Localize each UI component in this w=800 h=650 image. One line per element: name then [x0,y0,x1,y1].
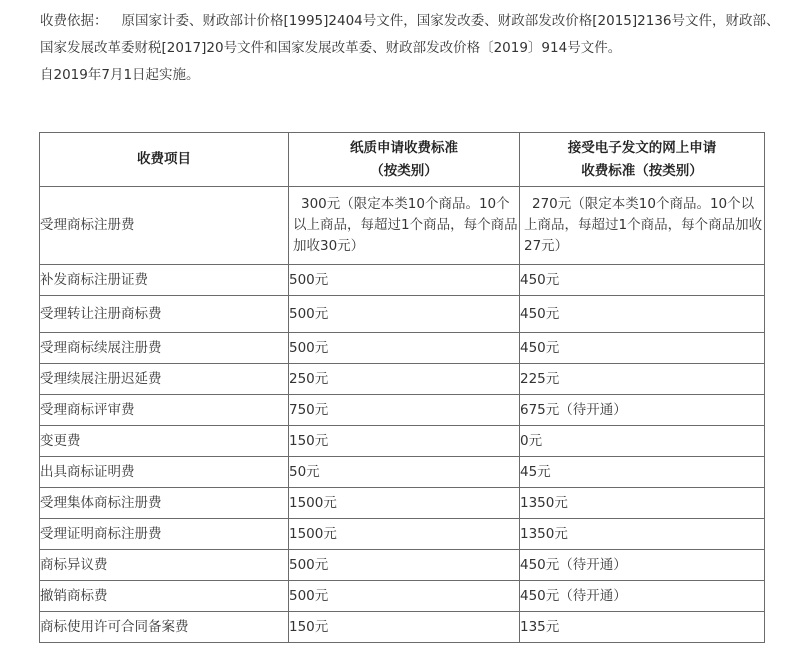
table-row [40,364,765,395]
paper-fee-cell: 1500元 [289,488,520,519]
online-fee-cell: 450元 [520,296,765,333]
header-fee-item: 收费项目 [40,133,289,187]
paper-fee-cell: 750元 [289,395,520,426]
online-fee-cell: 45元 [520,457,765,488]
online-fee-cell: 450元（待开通） [520,581,765,612]
online-fee-cell: 450元（待开通） [520,550,765,581]
paper-fee-cell: 500元 [289,550,520,581]
fee-item-cell: 受理商标评审费 [40,395,289,426]
online-fee-cell: 0元 [520,426,765,457]
table-row [40,612,765,643]
table-row [40,395,765,426]
paper-fee-cell: 500元 [289,333,520,364]
paper-fee-cell: 150元 [289,426,520,457]
paper-fee-cell: 500元 [289,296,520,333]
table-header-row [40,133,765,187]
table-row [40,265,765,296]
fee-basis-paragraph [12,8,790,62]
fee-item-cell: 受理续展注册迟延费 [40,364,289,395]
header-paper-standard [289,133,520,187]
intro-section [12,8,790,89]
paper-fee-cell: 250元 [289,364,520,395]
header-online-standard [520,133,765,187]
fee-item-cell: 受理商标注册费 [40,187,289,265]
header-online-line1: 接受电子发文的网上申请 [567,139,717,156]
table-row [40,426,765,457]
fee-item-cell: 受理转让注册商标费 [40,296,289,333]
online-fee-cell: 270元（限定本类10个商品。10个以上商品，每超过1个商品，每个商品加收27元） [520,187,765,265]
online-fee-cell: 135元 [520,612,765,643]
paper-fee-cell: 1500元 [289,519,520,550]
paper-fee-cell: 50元 [289,457,520,488]
fee-item-cell: 受理集体商标注册费 [40,488,289,519]
paper-fee-cell: 300元（限定本类10个商品。10个以上商品，每超过1个商品，每个商品加收30元） [289,187,520,265]
table-row [40,187,765,265]
fee-item-cell: 受理商标续展注册费 [40,333,289,364]
paper-fee-cell: 500元 [289,581,520,612]
effective-date-text: 自2019年7月1日起实施。 [40,67,200,83]
fee-item-cell: 变更费 [40,426,289,457]
online-fee-cell: 1350元 [520,488,765,519]
fee-basis-text: 原国家计委、财政部计价格[1995]2404号文件，国家发改委、财政部发改价格[2015]2136号文件，财政部、国家发展改革委财税[2017]20号文件和国家发展改革委、财政部发改价格〔2019〕914号文件。 [40,13,780,56]
fee-item-cell: 商标异议费 [40,550,289,581]
fee-item-cell: 补发商标注册证费 [40,265,289,296]
table-row [40,488,765,519]
fee-item-cell: 出具商标证明费 [40,457,289,488]
table-row [40,457,765,488]
online-fee-cell: 225元 [520,364,765,395]
table-row [40,581,765,612]
fee-basis-label: 收费依据： [40,13,108,29]
fee-item-cell: 撤销商标费 [40,581,289,612]
header-paper-line1: 纸质申请收费标准 [350,139,458,156]
paper-fee-cell: 150元 [289,612,520,643]
paper-fee-cell: 500元 [289,265,520,296]
table-row [40,333,765,364]
header-paper-line2: （按类别） [370,162,438,179]
online-fee-cell: 450元 [520,333,765,364]
fee-item-cell: 受理证明商标注册费 [40,519,289,550]
online-fee-cell: 675元（待开通） [520,395,765,426]
table-row [40,550,765,581]
fee-table [39,132,765,643]
header-online-line2: 收费标准（按类别） [581,162,703,179]
table-row [40,519,765,550]
online-fee-cell: 1350元 [520,519,765,550]
table-row [40,296,765,333]
fee-item-cell: 商标使用许可合同备案费 [40,612,289,643]
online-fee-cell: 450元 [520,265,765,296]
